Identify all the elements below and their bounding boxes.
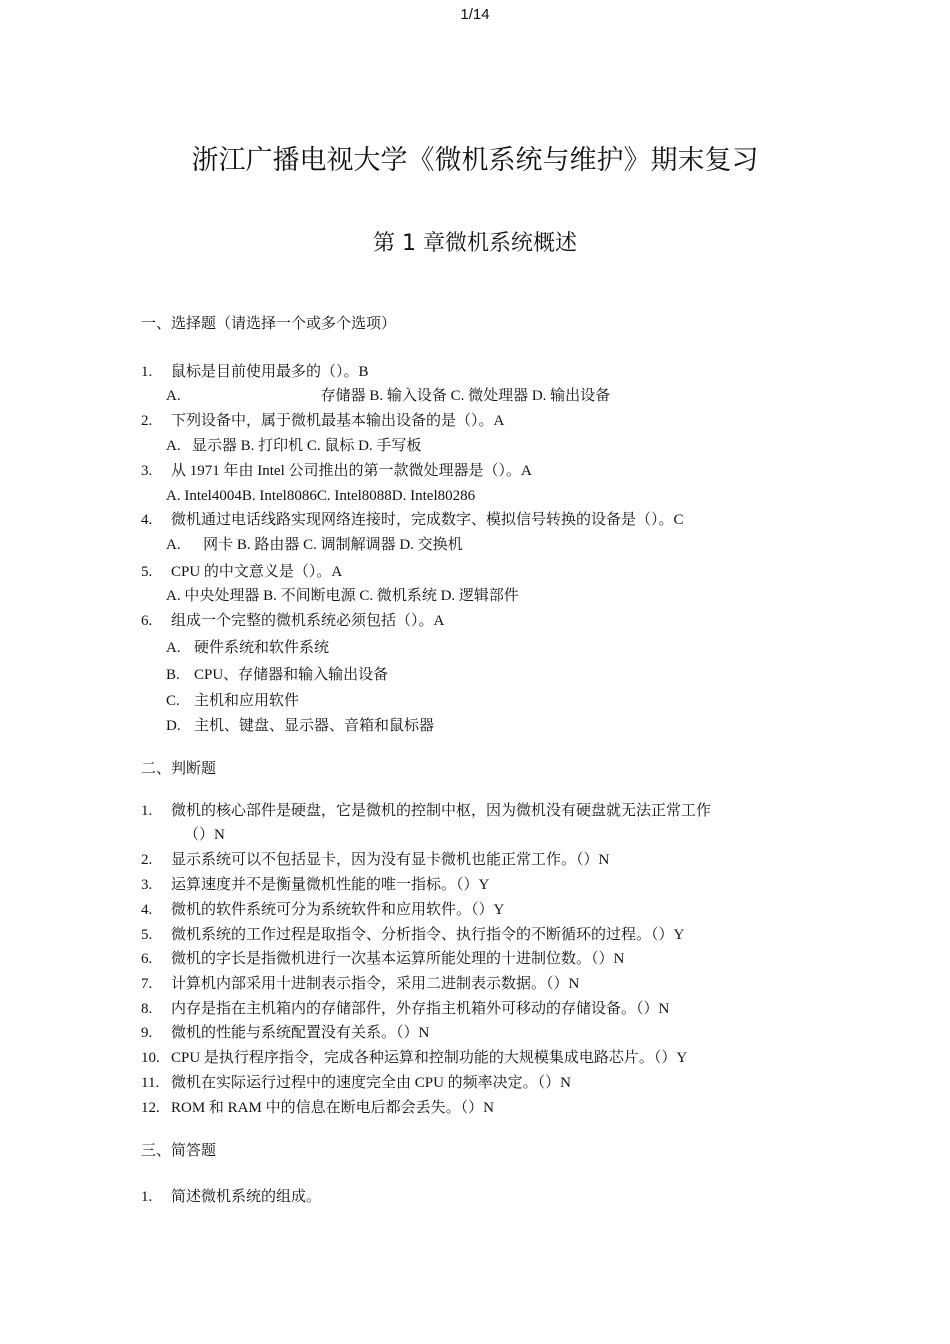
option-text: 硬件系统和软件系统 [194,640,330,656]
question-text: CPU 的中文意义是（）。A [171,564,343,580]
item-text: 微机系统的工作过程是取指令、分析指令、执行指令的不断循环的过程。（）Y [171,927,685,943]
question-options: A. 网卡 B. 路由器 C. 调制解调器 D. 交换机 [166,537,463,553]
question-text: 组成一个完整的微机系统必须包括（）。A [171,613,445,629]
question-number: 3. [141,463,153,479]
item-text: 运算速度并不是衡量微机性能的唯一指标。（）Y [171,877,490,893]
option-item [166,639,329,657]
question-number: 6. [141,613,153,629]
judgement-item [141,1024,429,1042]
question-text: 下列设备中，属于微机最基本输出设备的是（）。A [171,413,505,429]
short-answer-item [141,1188,321,1206]
item-number: 9. [141,1025,153,1041]
document-title: 浙江广播电视大学《微机系统与维护》期末复习 [191,145,759,176]
question-item [141,363,369,381]
item-text: CPU 是执行程序指令，完成各种运算和控制功能的大规模集成电路芯片。（）Y [171,1050,688,1066]
item-text: 微机的字长是指微机进行一次基本运算所能处理的十进制位数。（）N [171,951,625,967]
item-number: 4. [141,902,153,918]
item-text: 微机在实际运行过程中的速度完全由 CPU 的频率决定。（）N [171,1075,572,1091]
item-number: 11. [141,1075,160,1091]
item-number: 5. [141,927,153,943]
question-item [141,612,444,630]
judgement-item [141,1074,571,1092]
option-key: C. [166,693,180,709]
question-number: 1. [141,364,153,380]
section-heading-choice: 一、选择题（请选择一个或多个选项） [141,316,397,332]
option-text: 主机和应用软件 [194,693,300,709]
item-text: 微机的核心部件是硬盘，它是微机的控制中枢，因为微机没有硬盘就无法正常工作 [171,803,712,819]
item-number: 1. [141,803,153,819]
question-number: 5. [141,564,153,580]
item-number: 12. [141,1100,160,1116]
item-text: 显示系统可以不包括显卡，因为没有显卡微机也能正常工作。（）N [171,852,610,868]
judgement-item [141,901,504,919]
item-text: 微机的软件系统可分为系统软件和应用软件。（）Y [171,902,505,918]
question-number: 2. [141,413,153,429]
question-item [141,412,504,430]
judgement-item [141,1099,494,1117]
judgement-item [141,876,489,894]
item-number: 1. [141,1189,153,1205]
question-text: 微机通过电话线路实现网络连接时，完成数字、模拟信号转换的设备是（）。C [171,512,684,528]
option-key: B. [166,667,180,683]
section-heading-judgement: 二、判断题 [141,761,217,777]
item-text: 微机的性能与系统配置没有关系。（）N [171,1025,430,1041]
section-heading-short-answer: 三、简答题 [141,1143,217,1159]
option-item [166,717,434,735]
question-options [166,387,610,405]
option-text: CPU、存储器和输入输出设备 [194,667,389,683]
item-text: 内存是指在主机箱内的存储部件，外存指主机箱外可移动的存储设备。（）N [171,1001,670,1017]
item-number: 8. [141,1001,153,1017]
item-text: ROM 和 RAM 中的信息在断电后都会丢失。（）N [171,1100,494,1116]
item-number: 3. [141,877,153,893]
judgement-item [141,950,624,968]
judgement-item [141,802,711,820]
option-prefix: A. [166,388,181,404]
page-number: 1/14 [460,6,490,23]
item-number: 6. [141,951,153,967]
judgement-item [141,851,609,869]
option-text: 主机、键盘、显示器、音箱和鼠标器 [194,718,435,734]
item-text: 简述微机系统的组成。 [171,1189,322,1205]
item-text: 计算机内部采用十进制表示指令，采用二进制表示数据。（）N [171,976,580,992]
options-text: 存储器 B. 输入设备 C. 微处理器 D. 输出设备 [320,388,611,404]
judgement-item [141,1049,687,1067]
question-options: A. 显示器 B. 打印机 C. 鼠标 D. 手写板 [166,438,422,454]
chapter-title: 第 1 章微机系统概述 [373,231,577,256]
question-item [141,563,342,581]
question-item [141,462,532,480]
question-options: A. 中央处理器 B. 不间断电源 C. 微机系统 D. 逻辑部件 [166,588,519,604]
judgement-item [141,975,579,993]
item-continuation: （）N [184,827,225,843]
question-text: 鼠标是目前使用最多的（）。B [171,364,369,380]
judgement-item [141,926,684,944]
option-item [166,666,388,684]
question-options: A. Intel4004B. Intel8086C. Intel8088D. Intel80286 [166,488,476,504]
option-item [166,692,299,710]
question-item [141,511,684,529]
item-number: 7. [141,976,153,992]
option-key: D. [166,718,181,734]
question-number: 4. [141,512,153,528]
item-number: 10. [141,1050,160,1066]
option-key: A. [166,640,181,656]
judgement-item [141,1000,669,1018]
item-number: 2. [141,852,153,868]
question-text: 从 1971 年由 Intel 公司推出的第一款微处理器是（）。A [171,463,532,479]
